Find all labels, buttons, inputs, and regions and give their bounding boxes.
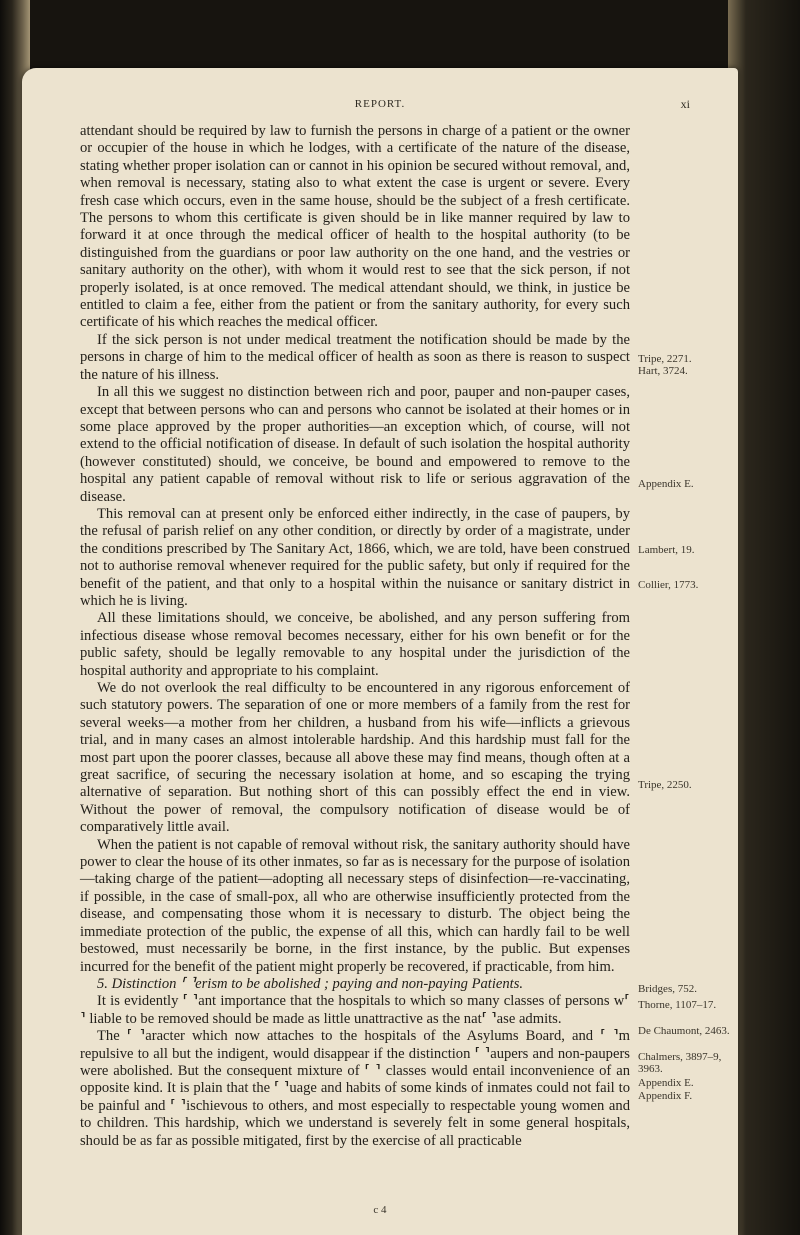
body-paragraph: If the sick person is not under medical treatment the notification should be made by the persons in charge of him to the medical officer of health as soon as there is reason to suspect the nature of his illness. xyxy=(80,331,630,383)
margin-note: Thorne, 1107–17. xyxy=(638,999,717,1011)
section-heading: 5. Distinction ⸢ ⸣erism to be abolished ; paying and non-paying Patients. xyxy=(97,975,524,992)
margin-note: Hart, 3724. xyxy=(638,365,688,377)
margin-note: Tripe, 2271. xyxy=(638,353,692,365)
body-paragraph: We do not overlook the real difficulty to be encountered in any rigorous enforcement of such statutory powers. The separation of one or more members of a family from the rest for several weeks—a mother from her children, a husband from his wife—inflicts a grievous trial, and in many cases an almost intolerable hardship. And this hardship must fall for the most part upon the poorer classes, because all above these may find means, though often at a great sacrifice, of securing the necessary isolation at home, and so escaping the trying alternative of separation. But nothing short of this can possibly effect the end in view. Without the power of removal, the compulsory notification of disease would be of comparatively little avail. xyxy=(80,680,630,836)
body-paragraph: attendant should be required by law to furnish the persons in charge of a patient or the owner or occupier of the house in which he lodges, with a certificate of the nature of the disease, stating whether proper isolation can or cannot in his opinion be secured without removal, and, when removal is necessary, stating also to what extent the case is urgent or severe. Every fresh case which occurs, even in the same house, should be the subject of a fresh certificate. The persons to whom this certificate is given should be in like manner required by law to forward it at once through the medical officer of health to the hospital authority (to be distinguished from the guardians or poor law authority on the one hand, and the vestries or sanitary authority on the other), with whom it would rest to see that the sick person, if not properly isolated, is at once removed. The medical attendant should, we think, in justice be entitled to claim a fee, either from the patient or from the sanitary authority, for every such certificate of his which reaches the medical officer. xyxy=(80,123,630,331)
body-paragraph: All these limitations should, we conceive, be abolished, and any person suffering from infectious disease whose removal becomes necessary, either for his own benefit or for the public safety, should be legally removable to any hospital under the jurisdiction of the hospital authority and appropriate to his complaint. xyxy=(80,610,630,679)
body-paragraph: The ⸢ ⸣aracter which now attaches to the hospitals of the Asylums Board, and ⸢ ⸣m repulsive to all but the indigent, would disappear if the distinction ⸢ ⸣aupers and non-paupers were abolished. But the consequent mixture of ⸢ ⸣ classes would entail inconvenience of an opposite kind. It is plain that the ⸢ ⸣uage and habits of some kinds of inmates could not fail to be painful and ⸢ ⸣ischievous to others, and most especially to respectable young women and to children. This hardship, which we understand is severely felt in some general hospitals, should be as far as possible mitigated, first by the exercise of all practicable xyxy=(80,1028,630,1149)
signature-mark: c 4 xyxy=(373,1204,387,1216)
margin-note: Chalmers, 3897–9, 3963. xyxy=(638,1051,722,1075)
document-page xyxy=(22,68,738,1235)
page-header xyxy=(22,98,738,112)
margin-note: Appendix F. xyxy=(638,1090,693,1102)
margin-note: Collier, 1773. xyxy=(638,579,699,591)
body-paragraph: It is evidently ⸢ ⸣ant importance that the hospitals to which so many classes of persons w⸢ ⸣ liable to be removed should be made as little unattractive as the nat⸢ ⸣ase admits. xyxy=(80,993,630,1027)
margin-note: Tripe, 2250. xyxy=(638,779,692,791)
margin-note: De Chaumont, 2463. xyxy=(638,1025,730,1037)
margin-note: Bridges, 752. xyxy=(638,983,697,995)
margin-note: Lambert, 19. xyxy=(638,544,695,556)
book-page-edges-right xyxy=(728,0,800,1235)
running-head: REPORT. xyxy=(354,98,406,110)
body-paragraph: When the patient is not capable of removal without risk, the sanitary authority should have power to clear the house of its other inmates, so far as is necessary for the purpose of isolation—taking charge of the patient—adopting all necessary steps of disinfection—re-vaccinating, if possible, in the case of small-pox, all who are otherwise insufficiently protected from the disease, and compensating those whom it is necessary to disturb. The object being the immediate protection of the public, the expense of all this, which can hardly fail to be well bestowed, must necessarily be borne, in the first instance, by the public. But expenses incurred for the benefit of the patient might properly be recovered, if practicable, from him. xyxy=(80,836,630,975)
margin-note: Appendix E. xyxy=(638,478,694,490)
body-paragraph: This removal can at present only be enforced either indirectly, in the case of paupers, by the refusal of parish relief on any other condition, or directly by order of a magistrate, under the conditions prescribed by The Sanitary Act, 1866, which, we are told, have been construed not to authorise removal whenever required for the public safety, but only if required for the benefit of the patient, and that only to a hospital within the nuisance or sanitary district in which he is living. xyxy=(80,505,630,609)
report-body xyxy=(80,123,630,1150)
body-paragraph: In all this we suggest no distinction between rich and poor, pauper and non-pauper cases, except that between persons who can and persons who cannot be isolated at their homes or in some place approved by the proper authorities—an exception which, of course, will not extend to the official notification of disease. In default of such isolation the hospital authority (however constituted) should, we conceive, be bound and empowered to remove to the hospital any patient capable of removal without risk to life or serious aggravation of the disease. xyxy=(80,384,630,505)
margin-note: Appendix E. xyxy=(638,1077,694,1089)
page-number: xi xyxy=(680,97,690,111)
